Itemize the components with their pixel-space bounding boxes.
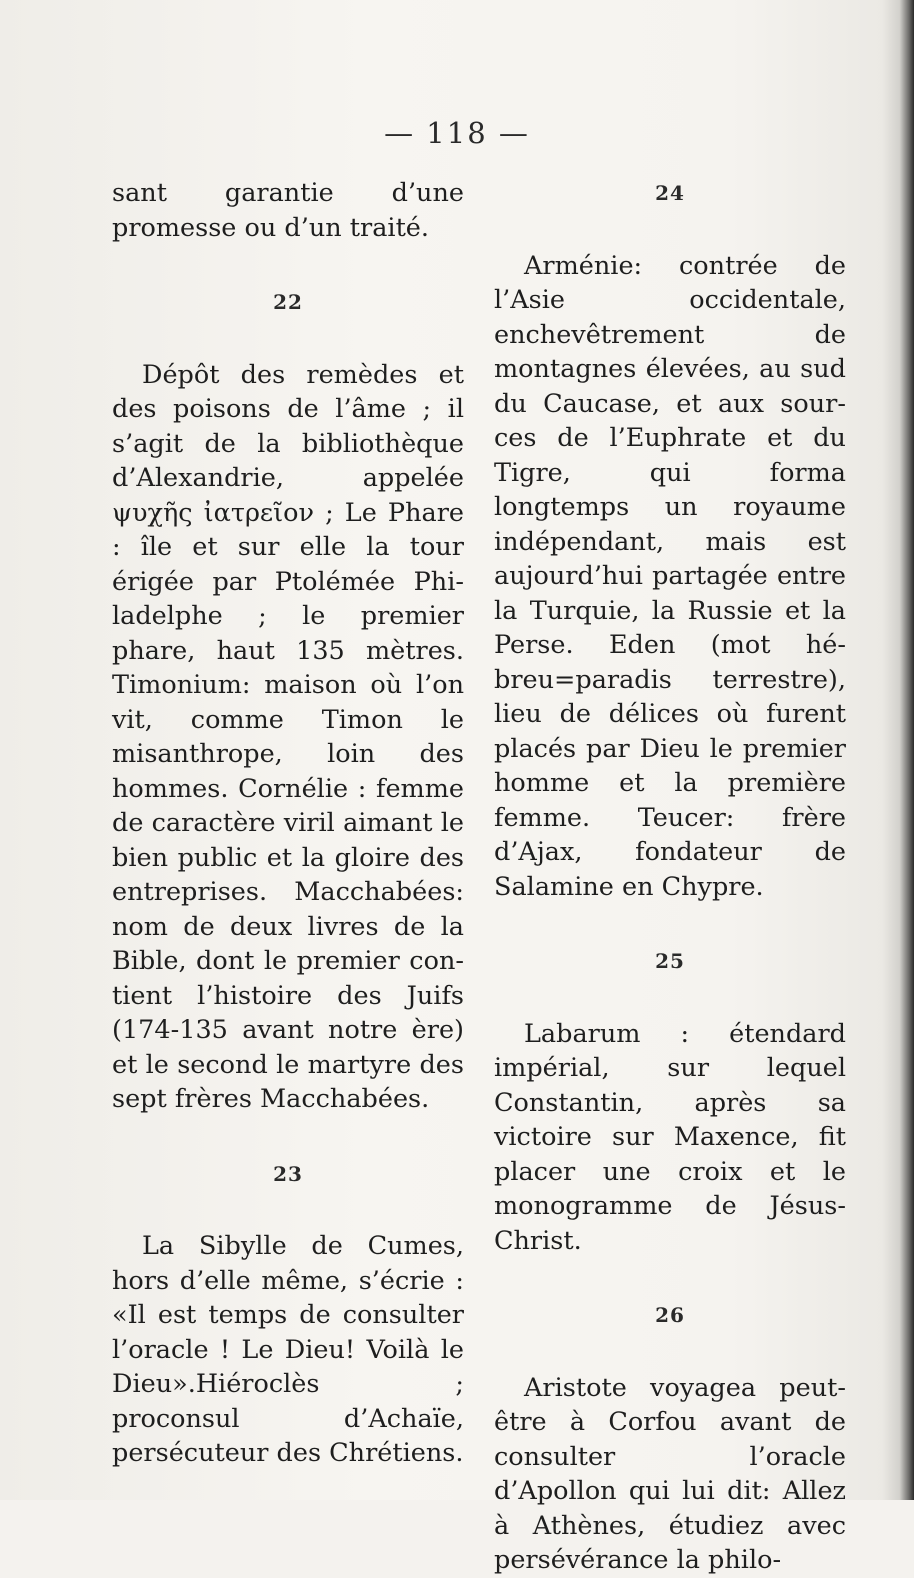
note-number-25: 25 [655,949,685,973]
page-number: — 118 — [384,116,530,150]
left-column [112,176,464,1471]
note-number-26: 26 [655,1303,685,1327]
note-number-23: 23 [273,1161,303,1186]
note-number-22: 22 [273,290,303,314]
note-number-24: 24 [655,181,685,205]
note-text-22: Dépôt des remèdes et des poisons de l’âme ; il s’agit de la bibliothèque d’Alexandrie, appelée ψυχῆς ἰατρεῖον ; Le Phare : île et sur elle la tour érigée par Ptolémée Philadelphe ; le premier phare, haut 135 mètres. Timonium: maison où l’on vit, comme Timon le misanthrope, loin des hommes. Cornélie : femme de caractère viril aimant le bien public et la gloire des entreprises. Macchabées: nom de deux livres de la Bible, dont le premier contient l’histoire des Juifs (174-135 avant notre ère) et le second le martyre des sept frères Macchabées. [112,359,464,1114]
right-column [494,176,846,1578]
note-text-26: Aristote voyagea peut-être à Corfou avant de consulter l’oracle d’Apollon qui lui dit: Allez à Athènes, étudiez avec persévérance la philo- [494,1372,846,1575]
note-text-23: La Sibylle de Cumes, hors d’elle même, s’écrie : «Il est temps de consulter l’oracle ! Le Dieu! Voilà le Dieu».Hiéroclès ; proconsul d’Achaïe, persécuteur des Chrétiens. [112,1231,464,1468]
note-text-25: Labarum : étendard impérial, sur lequel Constantin, après sa victoire sur Maxence, fit placer une croix et le monogramme de Jésus-Christ. [494,1018,846,1256]
continuation-text: sant garantie d’une promesse ou d’un traité. [112,178,464,243]
note-text-24: Arménie: contrée de l’Asie occidentale, enchevêtrement de montagnes élevées, au sud du Caucase, et aux sources de l’Euphrate et du Tigre, qui forma longtemps un royaume indépendant, mais est aujourd’hui partagée entre la Turquie, la Russie et la Perse. Eden (mot hébreu=paradis terrestre), lieu de délices où furent placés par Dieu le premier homme et la première femme. Teucer: frère d’Ajax, fondateur de Salamine en Chypre. [494,250,846,902]
page-edge-shadow [882,0,914,1500]
